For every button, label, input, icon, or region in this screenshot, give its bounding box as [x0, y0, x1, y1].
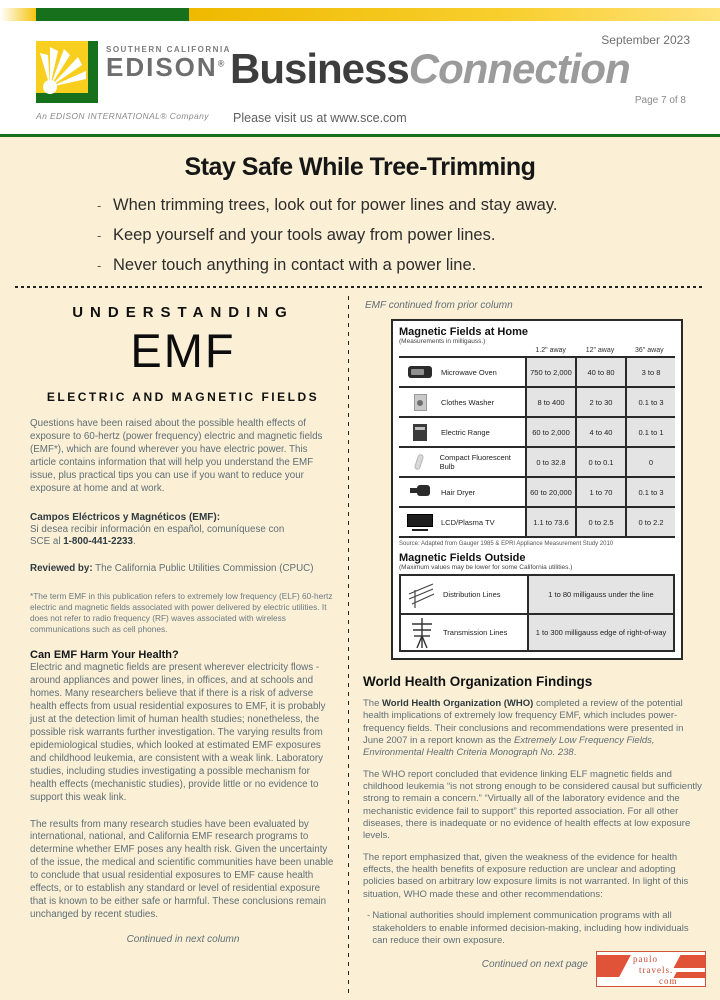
table-row: Hair Dryer 60 to 20,000 1 to 70 0.1 to 3: [399, 478, 675, 508]
continued-in-next-column: Continued in next column: [126, 933, 240, 945]
home-table-subtitle: (Measurements in milligauss.): [399, 338, 486, 345]
stamp-text: com: [659, 976, 678, 987]
home-table-header-row: [399, 347, 675, 354]
who-section-heading: World Health Organization Findings: [363, 674, 593, 689]
list-item: [97, 196, 720, 215]
hair-dryer-icon: [399, 485, 441, 499]
who-paragraph-3: The report emphasized that, given the weakness of the evidence for health effects, the health benefits of exposure reduction are unclear and adopting policies based on arbitrary low exposure limits is not warranted. In light of this situation, WHO made these and other recommendations:: [363, 851, 689, 900]
safety-banner-title: Stay Safe While Tree-Trimming: [184, 153, 536, 181]
microwave-icon: [399, 366, 441, 378]
continued-on-next-page: Continued on next page: [481, 959, 588, 971]
dashed-separator: [15, 286, 705, 288]
list-item: [97, 226, 720, 245]
newsletter-title-business: Business: [230, 45, 409, 92]
continued-from-note: EMF continued from prior column: [365, 300, 513, 311]
cfl-bulb-icon: [399, 454, 440, 470]
utility-name-large: EDISON®: [106, 52, 227, 82]
article-subtitle: ELECTRIC AND MAGNETIC FIELDS: [46, 390, 320, 404]
list-item: [97, 256, 720, 275]
bullet-text: National authorities should implement communication programs with all stakeholders to enable informed decision-making, including how individuals can reduce their own exposure.: [372, 910, 689, 946]
emf-footnote: *The term EMF in this publication refers to extremely low frequency (ELF) 60-hertz electric and magnetic fields associated with power delivered by electric utilities. It does not refer to radio frequency (RF) waves associated with wireless communications such as cell phones.: [30, 591, 333, 634]
stamp-right-bar: [673, 972, 706, 978]
magnetic-fields-table: [391, 319, 683, 660]
table-row: Compact Fluorescent Bulb 0 to 32.8 0 to 0.1 0: [399, 448, 675, 478]
masthead-header: [0, 21, 720, 134]
table-row: Microwave Oven 750 to 2,000 40 to 80 3 to 8: [399, 358, 675, 388]
article-title-emf: EMF: [130, 324, 236, 377]
table-row: Electric Range 60 to 2,000 4 to 40 0.1 to 1: [399, 418, 675, 448]
utility-name-small: SOUTHERN CALIFORNIA: [106, 45, 231, 54]
website-link-text: Please visit us at www.sce.com: [233, 111, 407, 125]
bar-fade-segment: [0, 8, 36, 21]
page-body: [0, 137, 720, 1000]
column-header: 1.2" away: [535, 347, 566, 354]
who-recommendation-item: [363, 910, 706, 947]
table-row: Distribution Lines 1 to 80 milligauss under the line: [399, 574, 675, 613]
who-paragraph-1: The World Health Organization (WHO) completed a review of the potential health implications of extremely low frequency EMF, which includes power-frequency fields. Their conclusions and recommendations were presented in June 2007 in a report known as the Extremely Low Frequency Fields, Environmental Health Criteria Monograph No. 238.: [363, 698, 684, 759]
bullet-text: When trimming trees, look out for power lines and stay away.: [113, 196, 558, 214]
table-row: Clothes Washer 8 to 400 2 to 30 0.1 to 3: [399, 388, 675, 418]
results-paragraph: The results from many research studies have been evaluated by international, national, and California EMF research programs to determine whether EMF poses any health risk. Given the uncertainty of the issue, the medical and scientific communities have been unable to conclude that usual residential exposures to EMF cause health effects, or to establish any standard or level of residential exposure that is known to be either safe or harmful. These conclusions remain unchanged by recent studies.: [30, 818, 334, 921]
spanish-heading: Campos Eléctricos y Magnéticos (EMF):: [30, 511, 221, 523]
health-section-heading: Can EMF Harm Your Health?: [30, 649, 179, 662]
registered-mark: ®: [217, 58, 227, 69]
page-number: Page 7 of 8: [634, 95, 686, 106]
bullet-dash: -: [97, 198, 102, 213]
bullet-dash: -: [97, 258, 102, 273]
paulo-travels-watermark: [596, 951, 706, 987]
outside-table-subtitle: (Maximum values may be lower for some California utilities.): [399, 564, 573, 571]
newsletter-title-connection: Connection: [408, 45, 630, 92]
issue-date: September 2023: [601, 33, 690, 47]
stamp-right-shape: [674, 955, 706, 968]
sce-sunburst-logo-icon: [36, 41, 98, 103]
outside-table-title: Magnetic Fields Outside: [399, 552, 526, 564]
clothes-washer-icon: [399, 394, 441, 411]
transmission-lines-icon: [401, 616, 443, 650]
right-column: [349, 296, 720, 996]
edison-international-tagline: An EDISON INTERNATIONAL® Company: [36, 111, 209, 121]
bar-gold-segment: [189, 8, 720, 21]
bullet-text: Never touch anything in contact with a power line.: [113, 256, 477, 274]
top-accent-bar: [0, 8, 720, 21]
bullet-dash: -: [367, 910, 371, 922]
newsletter-title: [230, 45, 630, 93]
who-bold-name: World Health Organization (WHO): [382, 698, 534, 709]
home-table-title: Magnetic Fields at Home: [399, 326, 528, 338]
bullet-text: Keep yourself and your tools away from power lines.: [113, 226, 496, 244]
table-source-note: Source: Adapted from Gauger 1985 & EPRI Appliance Measurement Study 2010: [399, 541, 614, 547]
bar-green-segment: [36, 8, 189, 21]
stamp-text: paulo: [633, 954, 658, 965]
stamp-left-shape: [596, 955, 631, 977]
table-row: LCD/Plasma TV 1.1 to 73.6 0 to 2.5 0 to 2.2: [399, 508, 675, 538]
electric-range-icon: [399, 424, 441, 441]
who-paragraph-2: The WHO report concluded that evidence linking ELF magnetic fields and childhood leukemia “is not strong enough to be considered causal but sufficiently strong to remain a concern.” “Virtually all of the laboratory evidence and the mechanistic evidence fail to support” this reported association. For all other diseases, there is inadequate or no evidence of health effects at low exposure levels.: [363, 768, 702, 842]
column-header: 12" away: [585, 347, 615, 354]
emf-phone-number: 1-800-441-2233: [63, 536, 133, 548]
reviewed-by-line: Reviewed by: The California Public Utilities Commission (CPUC): [30, 563, 314, 575]
left-column: [0, 296, 348, 996]
article-columns: [0, 296, 720, 996]
who-report-title: Extremely Low Frequency Fields, Environmental Health Criteria Monograph No. 238: [363, 735, 655, 759]
stamp-text: travels.: [639, 965, 674, 976]
table-row: Transmission Lines 1 to 300 milligauss edge of right-of-way: [399, 613, 675, 652]
article-kicker: UNDERSTANDING: [72, 304, 294, 321]
home-table-grid: [399, 356, 675, 538]
health-paragraph: Electric and magnetic fields are present wherever electricity flows - around appliances and power lines, in offices, and at schools and homes. Many researchers believe that if there is a risk of adverse health effects from usual residential exposures to EMF, it is probably just at the detection limit of human health studies; nonetheless, the possible risk warrants further investigation. The varying results from epidemiological studies, which looked at estimated EMF exposures and childhood leukemia, are consistent with a weak link. Laboratory studies, including studies investigating a possible mechanism for health effects (mechanistic studies), provide little or no evidence to support this weak link.: [30, 662, 326, 803]
intro-paragraph: Questions have been raised about the possible health effects of exposure to 60-hertz (power frequency) electric and magnetic fields (EMF*), which are found wherever you have electric power. This article contains information that will help you understand the EMF issue, plus practical tips you can use if you want to reduce your exposure at home and at work.: [30, 418, 323, 494]
bullet-dash: -: [97, 228, 102, 243]
distribution-lines-icon: [401, 580, 443, 610]
safety-bullet-list: [97, 196, 720, 275]
spanish-paragraph: Si desea recibir información en español, comuníquese con SCE al 1-800-441-2233.: [30, 523, 285, 548]
column-header: 36" away: [635, 347, 664, 354]
tv-icon: [399, 514, 441, 531]
